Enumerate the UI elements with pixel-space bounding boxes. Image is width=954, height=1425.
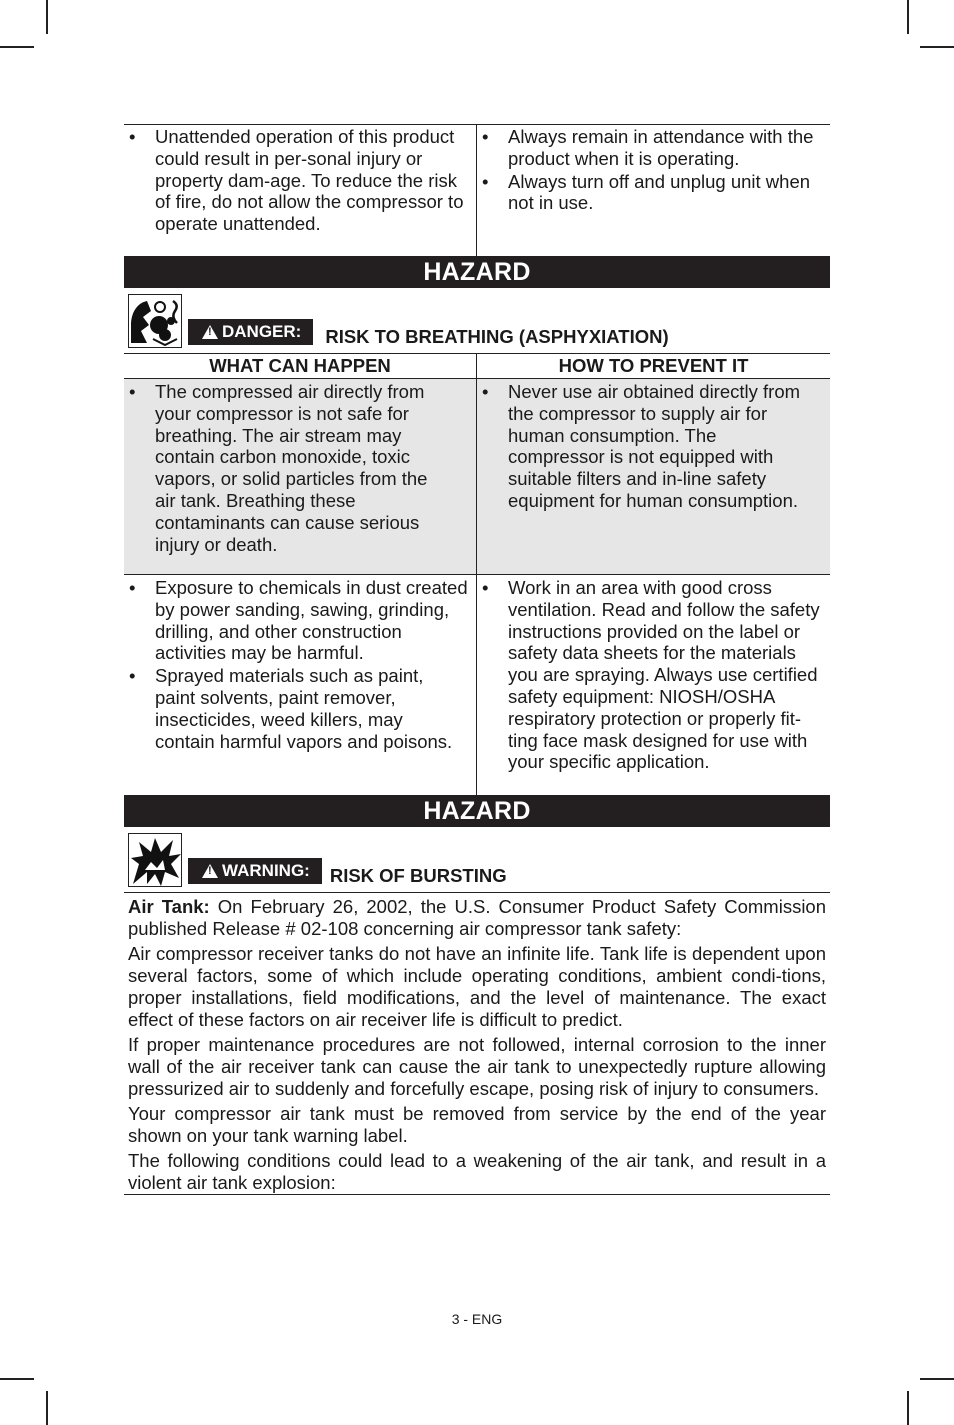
manual-page: [124, 124, 830, 1195]
paragraph: If proper maintenance procedures are not followed, internal corrosion to the inner wall of the air receiver tank can cause the air tank to unexpectedly rupture allowing pressurized air to suddenly and forcefully escape, posing risk of injury to consumers.: [128, 1034, 826, 1099]
crop-mark: [920, 1378, 954, 1380]
crop-mark: [907, 1391, 909, 1425]
page-number: 3 - ENG: [451, 1311, 503, 1327]
paragraph-text: On February 26, 2002, the U.S. Consumer Product Safety Commission published Release # 02-108 concerning air compressor tank safety:: [128, 896, 827, 939]
crop-mark: [0, 46, 34, 48]
list-item: • The compressed air directly from your compressor is not safe for breathing. The air stream may contain carbon monoxide, toxic vapors, or solid particles from the air tank. Breathing these contaminants can cause serious injury or death.: [124, 381, 476, 555]
paragraph: [128, 896, 826, 940]
bursting-text-block: [124, 892, 830, 1195]
column-header-what: WHAT CAN HAPPEN: [124, 354, 477, 378]
table-header-row: [124, 353, 830, 379]
bullet-list: [477, 126, 830, 214]
crop-mark: [0, 1378, 34, 1380]
bullet-list: [124, 381, 476, 555]
crop-mark: [920, 46, 954, 48]
signal-word: DANGER:: [222, 322, 302, 341]
air-tank-label: Air Tank:: [128, 896, 210, 917]
crop-mark: [907, 0, 909, 34]
hazard-title: RISK TO BREATHING (ASPHYXIATION): [325, 326, 669, 347]
breathing-what-cell: [124, 379, 477, 574]
unattended-prevent-cell: [477, 125, 830, 256]
hazard-title: RISK OF BURSTING: [329, 865, 507, 886]
warning-badge: [188, 858, 322, 884]
bullet-list: [124, 577, 476, 752]
list-item: • Always remain in attendance with the product when it is operating.: [477, 126, 830, 170]
list-item: • Unattended operation of this product could result in per-sonal injury or property dam-age. To reduce the risk of fire, do not allow the compressor to operate unattended.: [124, 126, 476, 235]
chemical-prevent-cell: [477, 575, 830, 795]
chemical-what-cell: [124, 575, 477, 795]
alert-triangle-icon: [202, 864, 218, 878]
crop-mark: [46, 0, 48, 34]
warning-signal-row: [124, 827, 830, 887]
list-item: • Work in an area with good cross ventilation. Read and follow the safety instructions provided on the label or safety data sheets for the materials you are spraying. Always use certified safety equipment: NIOSH/OSHA respiratory protection or properly fit-ting face mask designed for use with your specific application.: [477, 577, 830, 773]
explosion-hazard-icon: [128, 833, 182, 887]
breathing-hazard-icon: [128, 294, 182, 348]
hazard-bar: HAZARD: [124, 795, 830, 827]
unattended-what-cell: [124, 125, 477, 256]
breathing-air-row: [124, 379, 830, 575]
bullet-list: [477, 577, 830, 773]
crop-mark: [46, 1391, 48, 1425]
list-item: • Exposure to chemicals in dust created by power sanding, sawing, grinding, drilling, and other construction activities may be harmful.: [124, 577, 476, 664]
list-item: • Always turn off and unplug unit when not in use.: [477, 171, 830, 215]
paragraph: Your compressor air tank must be removed from service by the end of the year shown on your tank warning label.: [128, 1103, 826, 1146]
alert-triangle-icon: [202, 325, 218, 339]
bullet-list: [477, 381, 830, 512]
chemical-exposure-row: [124, 575, 830, 795]
list-item: • Sprayed materials such as paint, paint solvents, paint remover, insecticides, weed killers, may contain harmful vapors and poisons.: [124, 665, 476, 752]
paragraph: The following conditions could lead to a weakening of the air tank, and result in a violent air tank explosion:: [128, 1150, 826, 1193]
list-item: • Never use air obtained directly from the compressor to supply air for human consumption. The compressor is not equipped with suitable filters and in-line safety equipment for human consumption.: [477, 381, 830, 512]
signal-word: WARNING:: [222, 861, 310, 880]
hazard-bar: HAZARD: [124, 256, 830, 288]
paragraph: Air compressor receiver tanks do not have an infinite life. Tank life is dependent upon several factors, some of which include operating conditions, ambient condi-tions, proper installations, field modifications, and the level of maintenance. The exact effect of these factors on air receiver life is difficult to predict.: [128, 943, 826, 1030]
danger-badge: [188, 319, 313, 345]
column-header-prevent: HOW TO PREVENT IT: [558, 355, 749, 376]
danger-signal-row: [124, 288, 830, 348]
bullet-list: [124, 126, 476, 235]
unattended-row: [124, 124, 830, 256]
breathing-prevent-cell: [477, 379, 830, 574]
